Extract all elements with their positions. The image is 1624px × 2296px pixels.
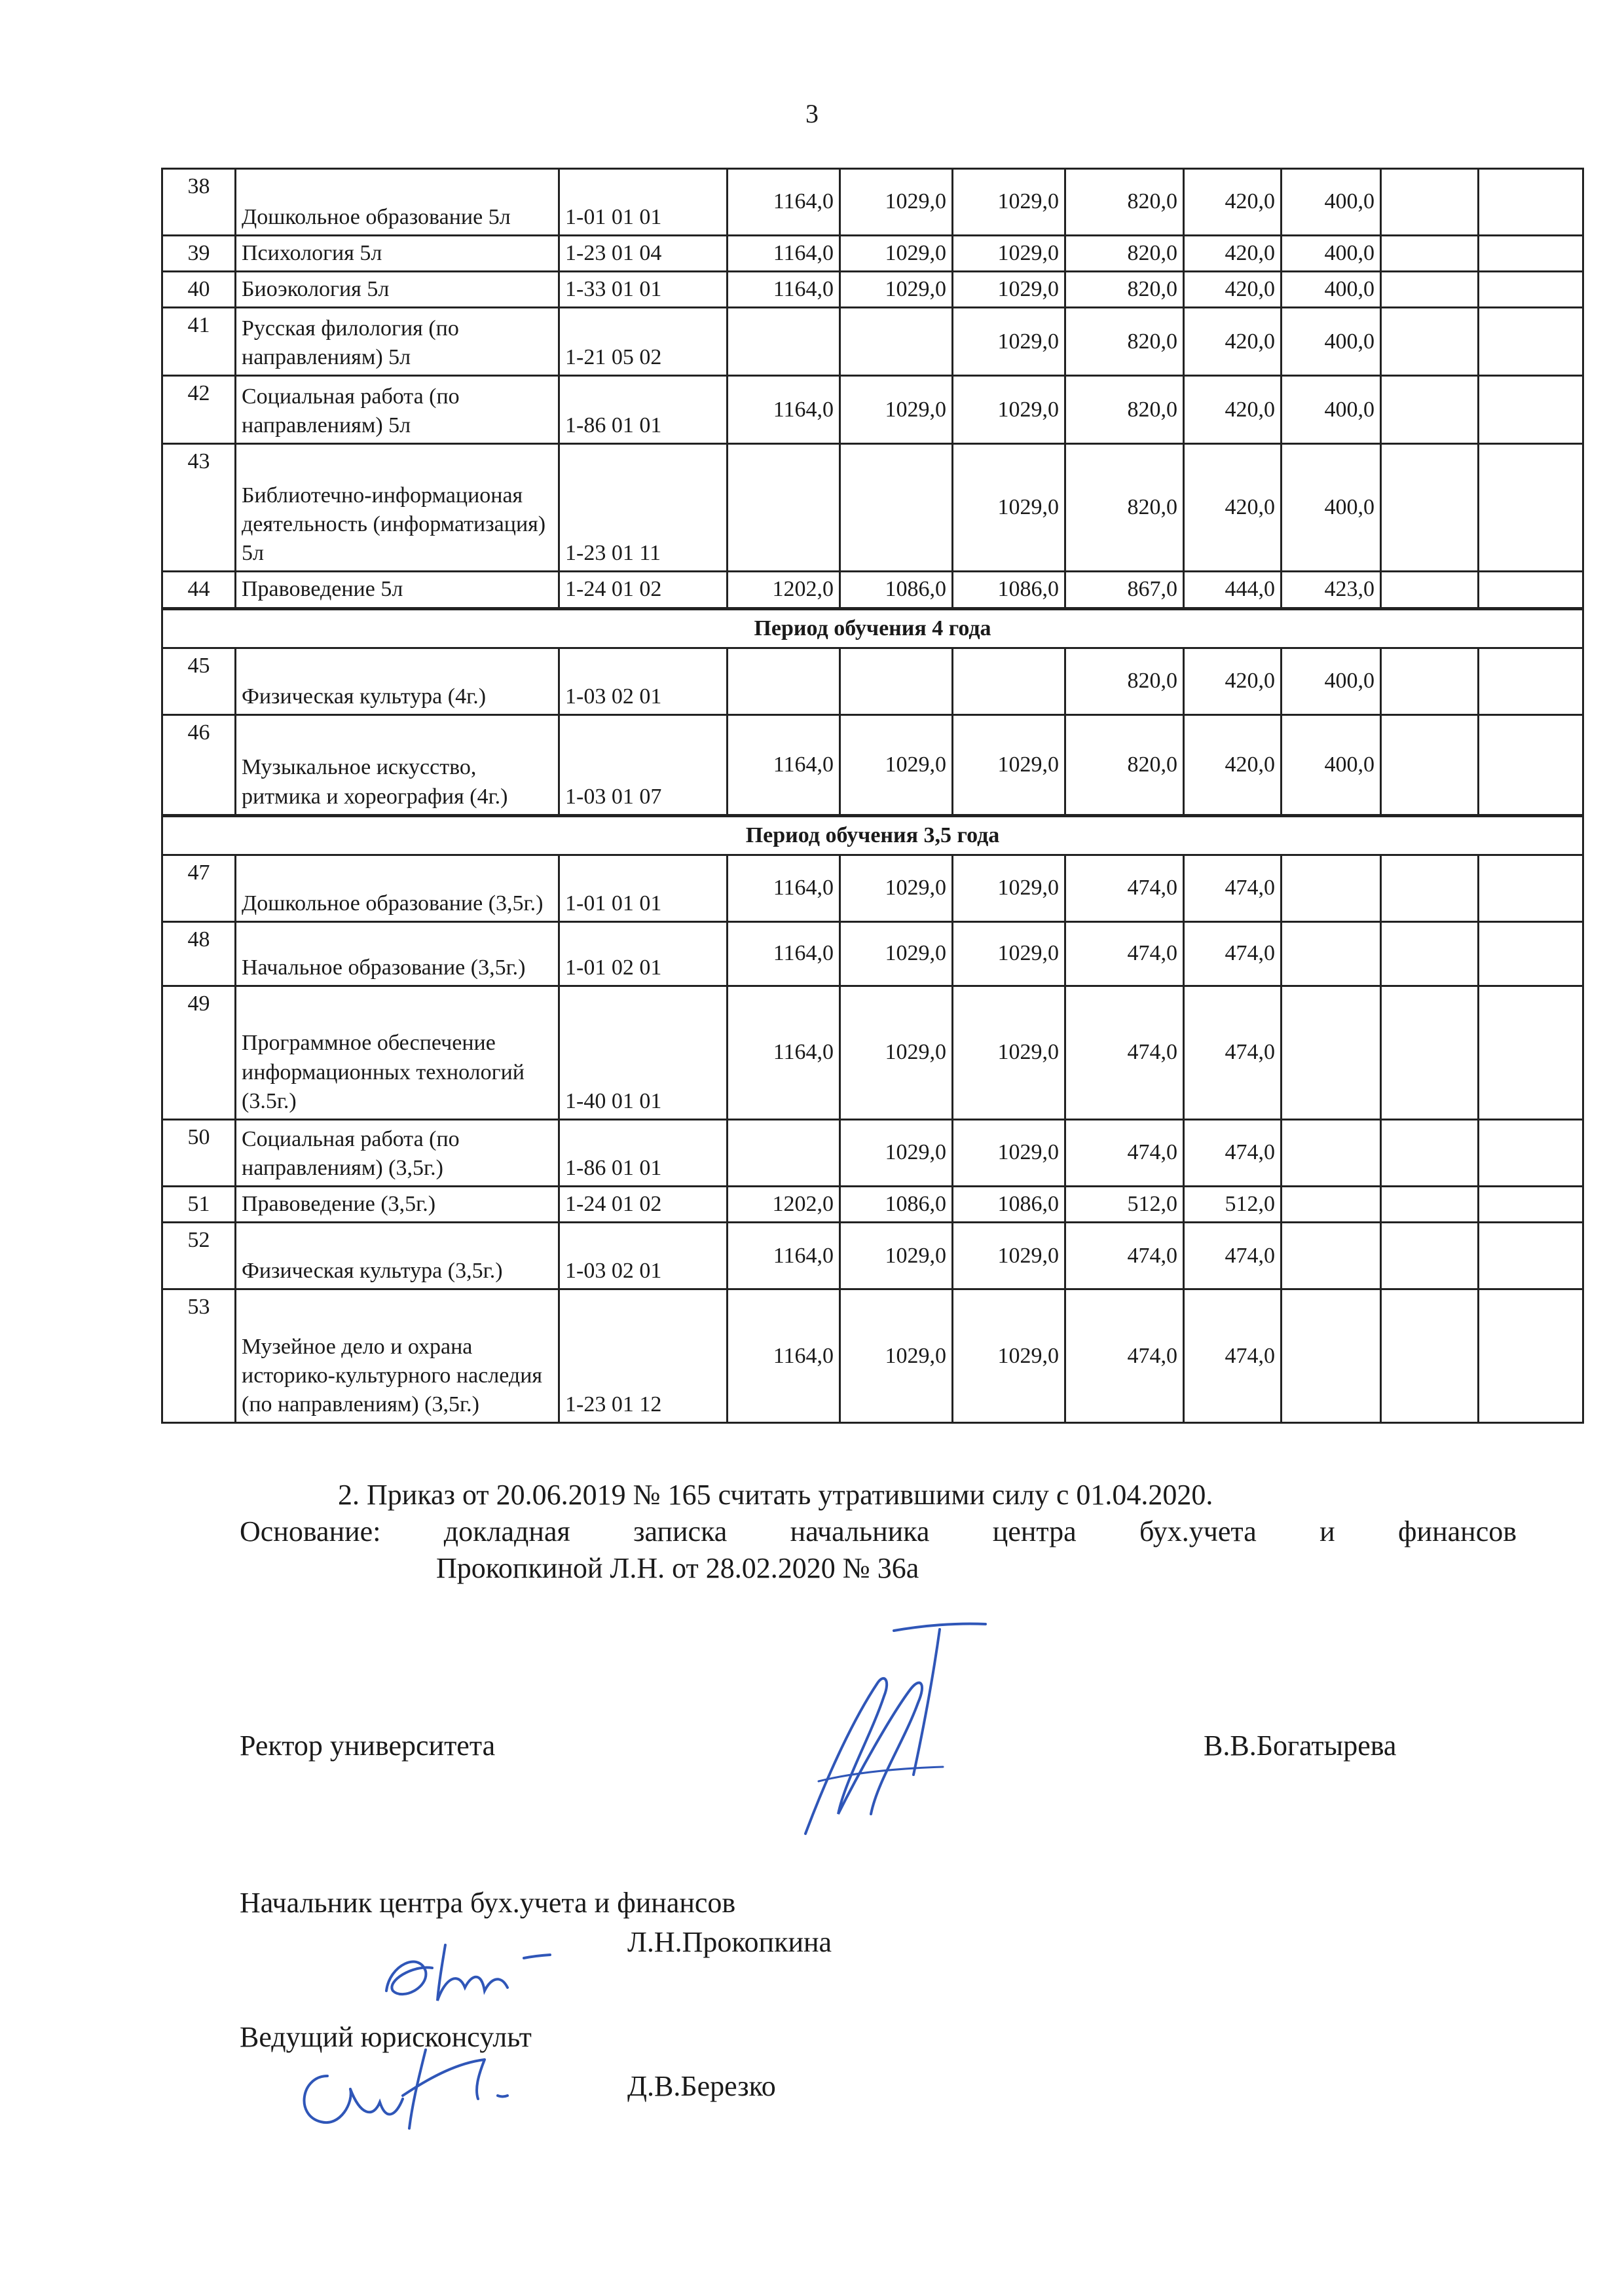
fee-cell: 1029,0 bbox=[840, 169, 953, 236]
row-number: 45 bbox=[162, 648, 236, 714]
fee-cell bbox=[728, 444, 840, 572]
fee-cell: 512,0 bbox=[1184, 1186, 1282, 1222]
specialty-name: Биоэкология 5л bbox=[236, 272, 559, 308]
fee-cell: 1029,0 bbox=[953, 855, 1065, 921]
fee-cell: 1202,0 bbox=[728, 1186, 840, 1222]
row-number: 48 bbox=[162, 921, 236, 986]
fee-cell: 820,0 bbox=[1065, 272, 1184, 308]
fee-cell bbox=[1479, 855, 1583, 921]
fee-cell: 400,0 bbox=[1282, 308, 1381, 376]
fee-table-body bbox=[162, 169, 1583, 1423]
fee-cell: 1086,0 bbox=[953, 1186, 1065, 1222]
row-number: 38 bbox=[162, 169, 236, 236]
section-row bbox=[162, 815, 1583, 855]
specialty-name: Русская филология (по направлениям) 5л bbox=[236, 308, 559, 376]
specialty-name: Дошкольное образование (3,5г.) bbox=[236, 855, 559, 921]
fee-cell: 1029,0 bbox=[840, 855, 953, 921]
specialty-code: 1-24 01 02 bbox=[559, 1186, 728, 1222]
row-number: 49 bbox=[162, 986, 236, 1119]
table-row bbox=[162, 1289, 1583, 1423]
row-number: 40 bbox=[162, 272, 236, 308]
row-number: 51 bbox=[162, 1186, 236, 1222]
specialty-name: Библиотечно-информационая деятельность (информатизация) 5л bbox=[236, 444, 559, 572]
fee-cell: 474,0 bbox=[1184, 1119, 1282, 1186]
fee-cell: 820,0 bbox=[1065, 444, 1184, 572]
fee-cell: 1164,0 bbox=[728, 921, 840, 986]
fee-cell bbox=[1479, 236, 1583, 272]
fee-cell: 474,0 bbox=[1065, 1119, 1184, 1186]
fee-cell: 1029,0 bbox=[953, 1223, 1065, 1289]
fee-cell: 474,0 bbox=[1065, 855, 1184, 921]
table-row bbox=[162, 572, 1583, 608]
specialty-code: 1-86 01 01 bbox=[559, 376, 728, 444]
fee-cell bbox=[1479, 921, 1583, 986]
fee-cell bbox=[1479, 986, 1583, 1119]
fee-cell bbox=[840, 444, 953, 572]
fee-cell: 1029,0 bbox=[953, 444, 1065, 572]
fee-cell: 420,0 bbox=[1184, 376, 1282, 444]
specialty-code: 1-01 01 01 bbox=[559, 855, 728, 921]
fee-cell bbox=[1381, 855, 1479, 921]
fee-cell bbox=[1282, 986, 1381, 1119]
fee-cell: 1029,0 bbox=[840, 236, 953, 272]
table-row bbox=[162, 921, 1583, 986]
fee-cell bbox=[1479, 308, 1583, 376]
fee-cell: 1164,0 bbox=[728, 1289, 840, 1423]
fee-cell: 1164,0 bbox=[728, 986, 840, 1119]
rector-name: В.В.Богатырева bbox=[1204, 1730, 1397, 1762]
order-basis-line2: Прокопкиной Л.Н. от 28.02.2020 № 36а bbox=[436, 1552, 919, 1584]
specialty-name: Физическая культура (4г.) bbox=[236, 648, 559, 714]
fee-cell bbox=[1381, 1119, 1479, 1186]
table-row bbox=[162, 308, 1583, 376]
fee-cell bbox=[1479, 572, 1583, 608]
specialty-code: 1-03 01 07 bbox=[559, 714, 728, 815]
specialty-name: Музейное дело и охрана историко-культурного наследия (по направлениям) (3,5г.) bbox=[236, 1289, 559, 1423]
fee-cell bbox=[1282, 1289, 1381, 1423]
fee-cell bbox=[1479, 444, 1583, 572]
specialty-code: 1-03 02 01 bbox=[559, 1223, 728, 1289]
fee-cell: 420,0 bbox=[1184, 169, 1282, 236]
accounting-head-signature bbox=[373, 1938, 557, 2017]
fee-cell: 1164,0 bbox=[728, 236, 840, 272]
fee-cell: 1029,0 bbox=[840, 272, 953, 308]
table-row bbox=[162, 855, 1583, 921]
fee-cell bbox=[1381, 308, 1479, 376]
table-row bbox=[162, 236, 1583, 272]
table-row bbox=[162, 714, 1583, 815]
fee-cell: 1202,0 bbox=[728, 572, 840, 608]
specialty-name: Правоведение (3,5г.) bbox=[236, 1186, 559, 1222]
fee-cell bbox=[1479, 1186, 1583, 1222]
fee-cell: 474,0 bbox=[1184, 986, 1282, 1119]
fee-cell: 420,0 bbox=[1184, 236, 1282, 272]
fee-cell: 400,0 bbox=[1282, 648, 1381, 714]
row-number: 43 bbox=[162, 444, 236, 572]
fee-cell: 1086,0 bbox=[953, 572, 1065, 608]
fee-cell: 420,0 bbox=[1184, 444, 1282, 572]
specialty-code: 1-23 01 12 bbox=[559, 1289, 728, 1423]
fee-cell: 474,0 bbox=[1065, 1289, 1184, 1423]
specialty-code: 1-40 01 01 bbox=[559, 986, 728, 1119]
specialty-code: 1-21 05 02 bbox=[559, 308, 728, 376]
fee-cell: 820,0 bbox=[1065, 714, 1184, 815]
fee-cell: 474,0 bbox=[1184, 921, 1282, 986]
fee-cell: 420,0 bbox=[1184, 272, 1282, 308]
fee-cell: 400,0 bbox=[1282, 714, 1381, 815]
specialty-name: Физическая культура (3,5г.) bbox=[236, 1223, 559, 1289]
fee-cell: 820,0 bbox=[1065, 376, 1184, 444]
fee-cell: 1029,0 bbox=[840, 921, 953, 986]
specialty-code: 1-24 01 02 bbox=[559, 572, 728, 608]
fee-cell bbox=[1381, 648, 1479, 714]
fee-cell: 423,0 bbox=[1282, 572, 1381, 608]
specialty-code: 1-23 01 11 bbox=[559, 444, 728, 572]
fee-cell: 1164,0 bbox=[728, 272, 840, 308]
accounting-head-name: Л.Н.Прокопкина bbox=[627, 1926, 832, 1958]
fee-cell bbox=[728, 1119, 840, 1186]
fee-cell bbox=[1479, 714, 1583, 815]
fee-cell bbox=[1381, 986, 1479, 1119]
fee-cell bbox=[1479, 272, 1583, 308]
table-row bbox=[162, 1186, 1583, 1222]
specialty-name: Музыкальное искусство, ритмика и хореография (4г.) bbox=[236, 714, 559, 815]
specialty-name: Дошкольное образование 5л bbox=[236, 169, 559, 236]
fee-cell: 1164,0 bbox=[728, 1223, 840, 1289]
row-number: 47 bbox=[162, 855, 236, 921]
row-number: 50 bbox=[162, 1119, 236, 1186]
fee-cell: 474,0 bbox=[1184, 1223, 1282, 1289]
fee-cell: 512,0 bbox=[1065, 1186, 1184, 1222]
specialty-name: Начальное образование (3,5г.) bbox=[236, 921, 559, 986]
fee-cell: 474,0 bbox=[1065, 1223, 1184, 1289]
table-row bbox=[162, 272, 1583, 308]
fee-cell: 820,0 bbox=[1065, 308, 1184, 376]
fee-cell: 1086,0 bbox=[840, 572, 953, 608]
fee-cell: 474,0 bbox=[1184, 1289, 1282, 1423]
fee-cell: 1164,0 bbox=[728, 376, 840, 444]
row-number: 41 bbox=[162, 308, 236, 376]
fee-cell: 1029,0 bbox=[840, 376, 953, 444]
specialty-name: Правоведение 5л bbox=[236, 572, 559, 608]
fee-cell bbox=[1479, 1223, 1583, 1289]
fee-cell: 1029,0 bbox=[840, 1223, 953, 1289]
fee-cell bbox=[1381, 1223, 1479, 1289]
row-number: 42 bbox=[162, 376, 236, 444]
specialty-code: 1-23 01 04 bbox=[559, 236, 728, 272]
fee-cell: 1029,0 bbox=[953, 272, 1065, 308]
fee-cell bbox=[1479, 169, 1583, 236]
accounting-head-title: Начальник центра бух.учета и финансов bbox=[240, 1887, 736, 1919]
fee-cell: 1029,0 bbox=[953, 308, 1065, 376]
fee-cell: 1029,0 bbox=[840, 714, 953, 815]
fee-cell: 1164,0 bbox=[728, 169, 840, 236]
legal-counsel-title: Ведущий юрисконсульт bbox=[240, 2021, 532, 2053]
fee-cell: 1029,0 bbox=[953, 921, 1065, 986]
fee-cell bbox=[1282, 921, 1381, 986]
specialty-name: Социальная работа (по направлениям) (3,5г.) bbox=[236, 1119, 559, 1186]
fee-cell: 867,0 bbox=[1065, 572, 1184, 608]
fee-cell: 420,0 bbox=[1184, 308, 1282, 376]
fee-cell: 820,0 bbox=[1065, 236, 1184, 272]
fee-cell bbox=[1381, 236, 1479, 272]
fee-cell: 1029,0 bbox=[840, 986, 953, 1119]
row-number: 46 bbox=[162, 714, 236, 815]
section-title: Период обучения 4 года bbox=[162, 608, 1583, 648]
fee-cell: 474,0 bbox=[1065, 921, 1184, 986]
fee-cell: 420,0 bbox=[1184, 648, 1282, 714]
order-revocation-line: 2. Приказ от 20.06.2019 № 165 считать утратившими силу с 01.04.2020. bbox=[338, 1479, 1213, 1511]
fee-cell: 1029,0 bbox=[953, 376, 1065, 444]
table-row bbox=[162, 1223, 1583, 1289]
fee-cell: 400,0 bbox=[1282, 376, 1381, 444]
fee-cell bbox=[1479, 648, 1583, 714]
fee-cell: 400,0 bbox=[1282, 444, 1381, 572]
specialty-name: Программное обеспечение информационных технологий (3.5г.) bbox=[236, 986, 559, 1119]
fee-cell bbox=[1479, 376, 1583, 444]
fee-cell: 1029,0 bbox=[953, 169, 1065, 236]
fee-cell bbox=[1381, 572, 1479, 608]
fee-cell: 1029,0 bbox=[840, 1289, 953, 1423]
fee-cell bbox=[1479, 1289, 1583, 1423]
fee-cell bbox=[1381, 169, 1479, 236]
fee-cell: 820,0 bbox=[1065, 648, 1184, 714]
specialty-code: 1-33 01 01 bbox=[559, 272, 728, 308]
fee-cell bbox=[840, 308, 953, 376]
fee-cell bbox=[1479, 1119, 1583, 1186]
table-row bbox=[162, 444, 1583, 572]
specialty-code: 1-01 01 01 bbox=[559, 169, 728, 236]
tuition-fee-table bbox=[161, 168, 1584, 1424]
specialty-name: Социальная работа (по направлениям) 5л bbox=[236, 376, 559, 444]
table-row bbox=[162, 1119, 1583, 1186]
page-number: 3 bbox=[805, 99, 819, 128]
fee-cell bbox=[1381, 376, 1479, 444]
table-row bbox=[162, 376, 1583, 444]
fee-cell: 1164,0 bbox=[728, 714, 840, 815]
fee-cell bbox=[728, 308, 840, 376]
fee-cell: 474,0 bbox=[1065, 986, 1184, 1119]
specialty-code: 1-86 01 01 bbox=[559, 1119, 728, 1186]
fee-cell: 1164,0 bbox=[728, 855, 840, 921]
fee-cell bbox=[1282, 1186, 1381, 1222]
fee-cell bbox=[1381, 444, 1479, 572]
rector-title: Ректор университета bbox=[240, 1730, 496, 1762]
fee-cell: 444,0 bbox=[1184, 572, 1282, 608]
fee-cell: 474,0 bbox=[1184, 855, 1282, 921]
fee-cell: 400,0 bbox=[1282, 236, 1381, 272]
fee-cell bbox=[840, 648, 953, 714]
table-row bbox=[162, 169, 1583, 236]
fee-cell bbox=[1282, 1119, 1381, 1186]
fee-cell: 1029,0 bbox=[953, 1119, 1065, 1186]
row-number: 39 bbox=[162, 236, 236, 272]
order-basis-line1: Основание: докладная записка начальника центра бух.учета и финансов bbox=[240, 1515, 1517, 1547]
specialty-code: 1-03 02 01 bbox=[559, 648, 728, 714]
fee-cell bbox=[1381, 1186, 1479, 1222]
fee-cell bbox=[1381, 714, 1479, 815]
fee-cell: 1029,0 bbox=[953, 236, 1065, 272]
section-row bbox=[162, 608, 1583, 648]
fee-cell bbox=[1282, 1223, 1381, 1289]
table-row bbox=[162, 648, 1583, 714]
table-row bbox=[162, 986, 1583, 1119]
fee-cell: 820,0 bbox=[1065, 169, 1184, 236]
fee-cell bbox=[728, 648, 840, 714]
row-number: 52 bbox=[162, 1223, 236, 1289]
fee-cell: 1086,0 bbox=[840, 1186, 953, 1222]
fee-cell: 1029,0 bbox=[840, 1119, 953, 1186]
order-basis bbox=[240, 1513, 1517, 1587]
specialty-name: Психология 5л bbox=[236, 236, 559, 272]
fee-cell: 1029,0 bbox=[953, 714, 1065, 815]
fee-cell: 400,0 bbox=[1282, 169, 1381, 236]
section-title: Период обучения 3,5 года bbox=[162, 815, 1583, 855]
fee-cell bbox=[953, 648, 1065, 714]
fee-cell bbox=[1381, 1289, 1479, 1423]
legal-counsel-name: Д.В.Березко bbox=[627, 2070, 776, 2102]
fee-cell bbox=[1381, 272, 1479, 308]
fee-cell: 1029,0 bbox=[953, 986, 1065, 1119]
fee-cell: 1029,0 bbox=[953, 1289, 1065, 1423]
fee-cell: 420,0 bbox=[1184, 714, 1282, 815]
legal-counsel-signature bbox=[288, 2037, 524, 2141]
specialty-code: 1-01 02 01 bbox=[559, 921, 728, 986]
fee-cell bbox=[1282, 855, 1381, 921]
fee-cell: 400,0 bbox=[1282, 272, 1381, 308]
fee-cell bbox=[1381, 921, 1479, 986]
row-number: 53 bbox=[162, 1289, 236, 1423]
rector-signature bbox=[779, 1618, 995, 1840]
row-number: 44 bbox=[162, 572, 236, 608]
